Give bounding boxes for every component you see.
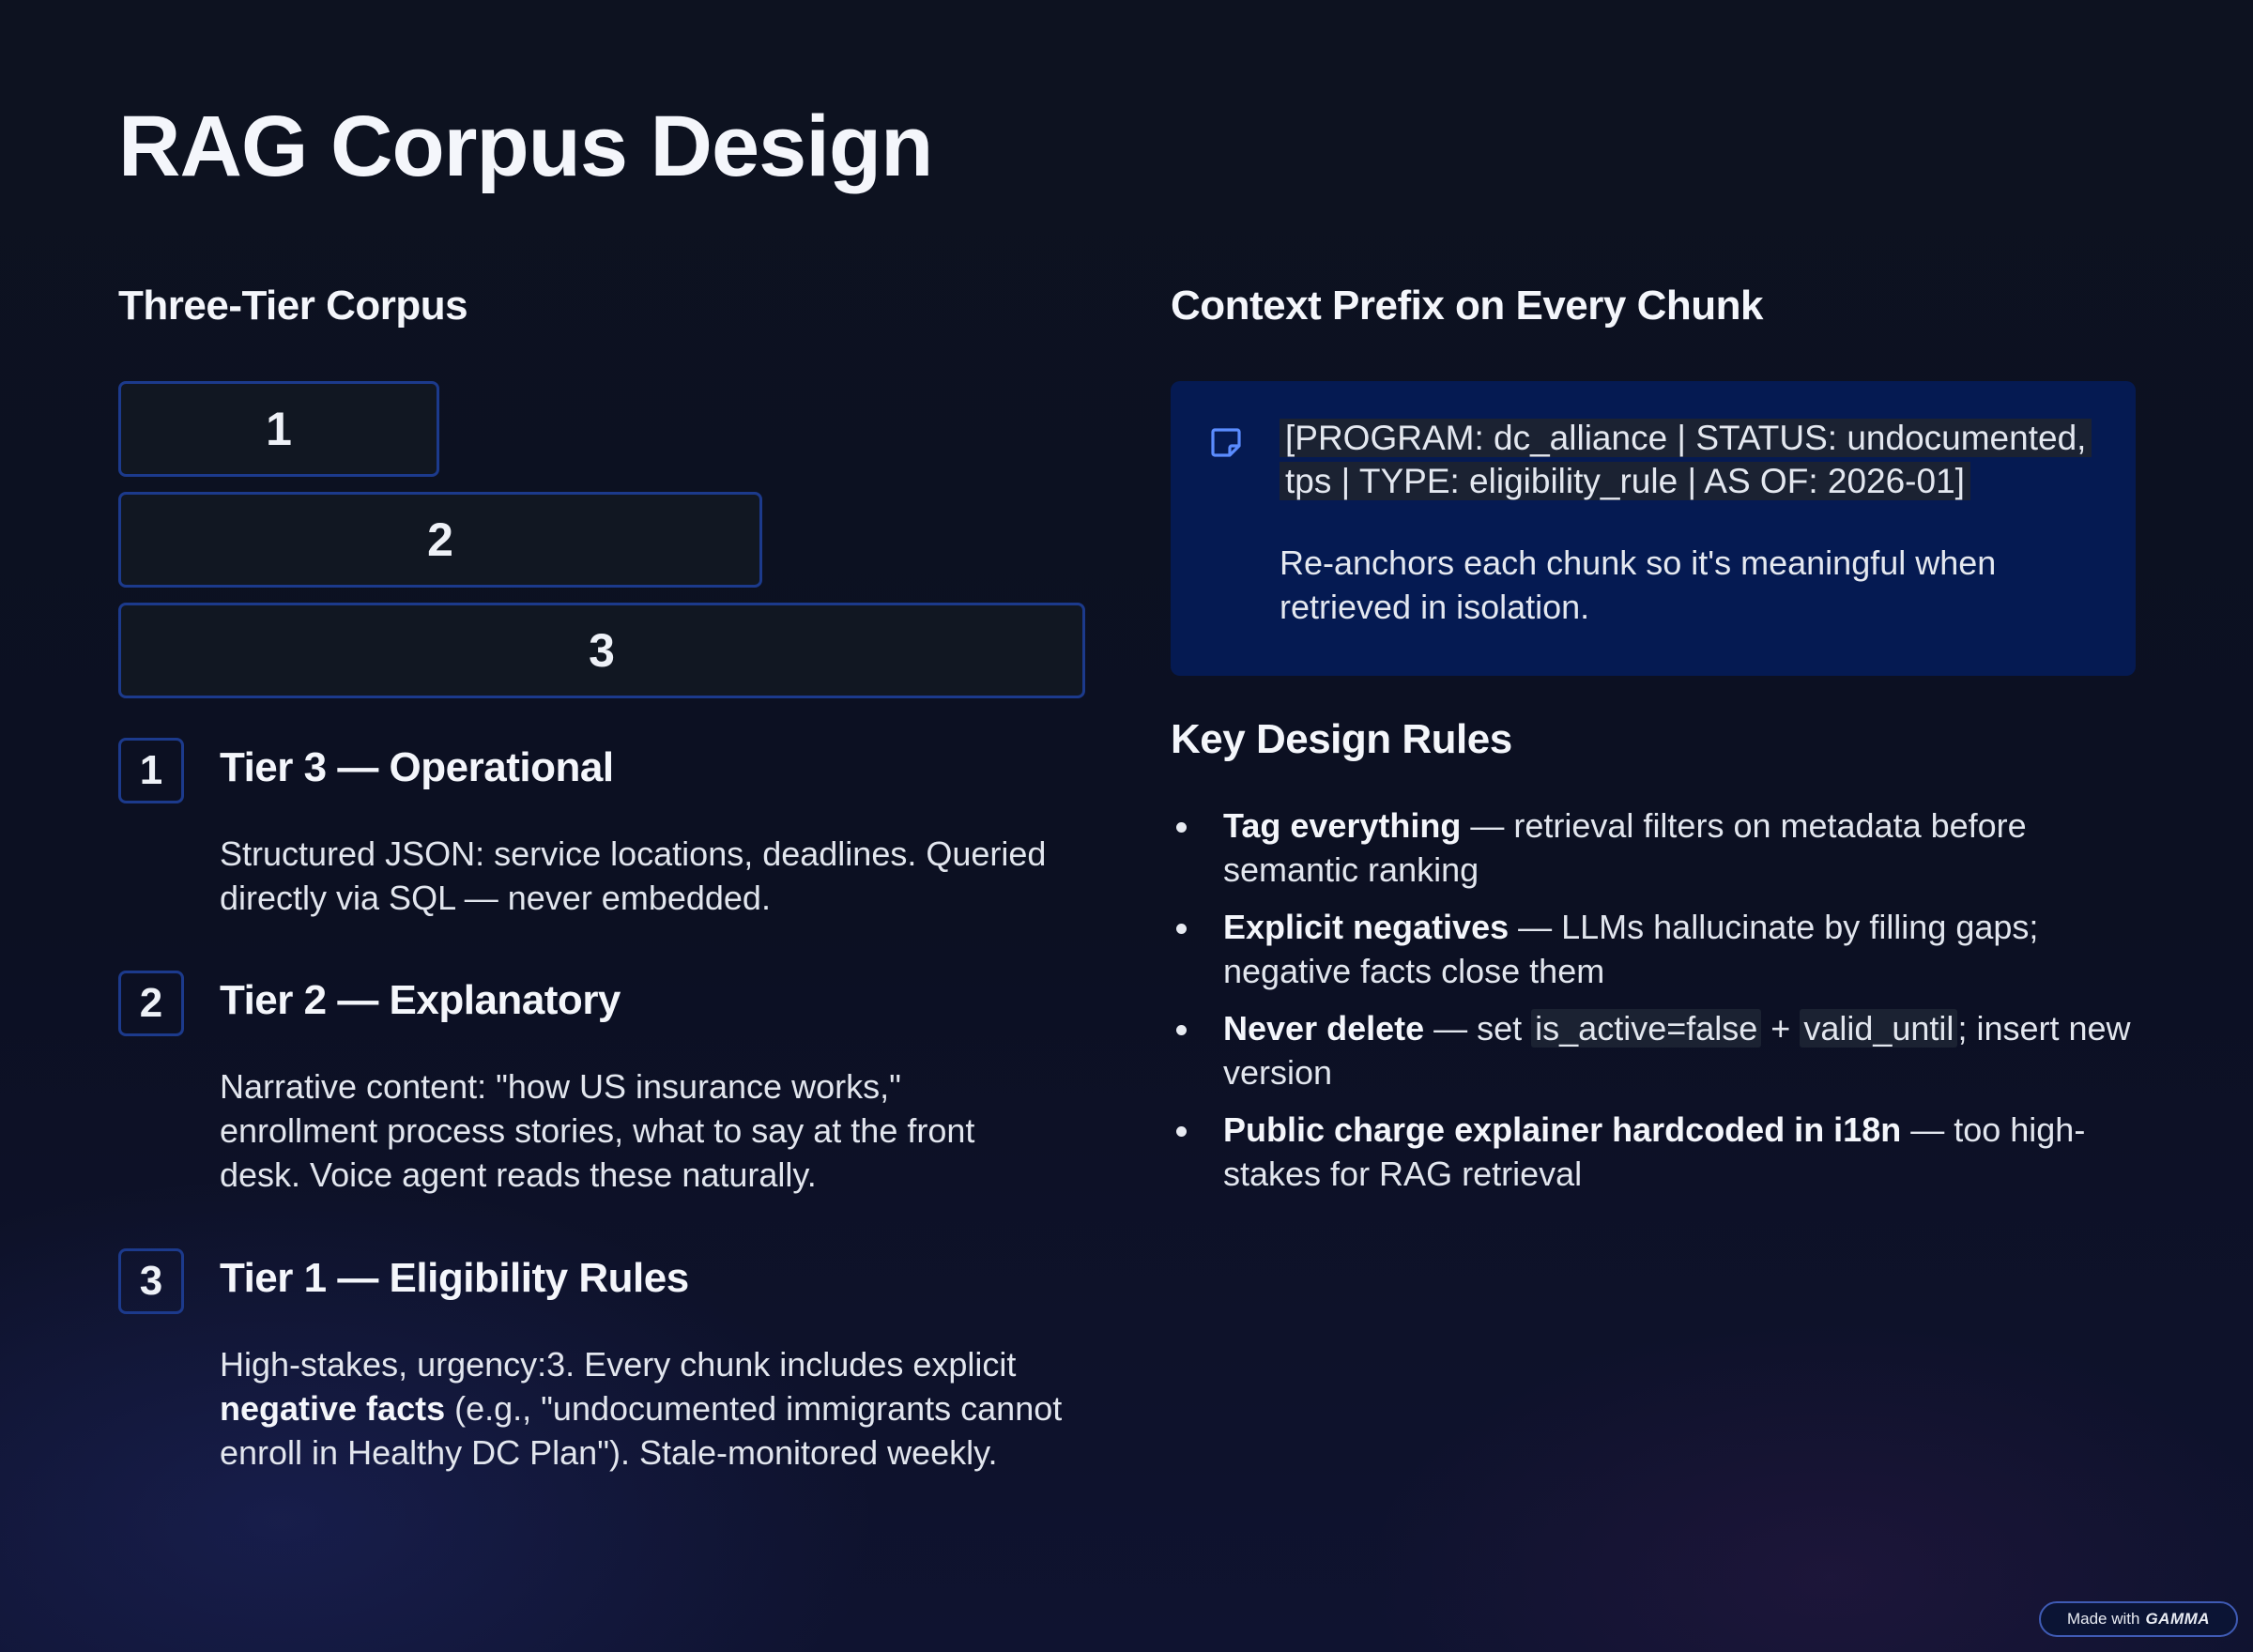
made-with-gamma-badge[interactable]: [2039, 1601, 2238, 1637]
rule-title: Explicit negatives: [1223, 908, 1510, 946]
tier-title: Tier 1 — Eligibility Rules: [220, 1255, 689, 1301]
list-item: [1171, 803, 2136, 892]
rule-text: — LLMs hallucinate by filling gaps; negative facts close them: [1223, 908, 2039, 990]
rule-text: — too high-stakes for RAG retrieval: [1223, 1110, 2086, 1193]
badge-prefix: Made with: [2066, 1610, 2140, 1628]
rule-title: Tag everything: [1223, 806, 1462, 845]
pyramid-level-1: 1: [118, 381, 439, 477]
rule-title: Never delete: [1223, 1009, 1425, 1048]
rule-title: Public charge explainer hardcoded in i18n: [1223, 1110, 1902, 1149]
context-prefix-code: [1280, 417, 2106, 503]
tier-description: Narrative content: "how US insurance works," enrollment process stories, what to say at the front desk. Voice agent reads these naturally.: [220, 1067, 975, 1194]
rule-text: ; insert new version: [1223, 1009, 2131, 1092]
tier-description: Structured JSON: service locations, deadlines. Queried directly via SQL — never embedded.: [220, 834, 1047, 917]
context-prefix-callout: [1171, 381, 2136, 676]
gamma-logo: GAMMA: [2145, 1610, 2211, 1628]
page-title: RAG Corpus Design: [118, 99, 933, 194]
inline-code: valid_until: [1800, 1009, 1957, 1048]
section-heading-context-prefix: Context Prefix on Every Chunk: [1171, 283, 1763, 329]
right-column: [1171, 282, 2136, 1193]
rule-text: — set: [1424, 1009, 1532, 1048]
list-item: [1171, 1108, 2136, 1196]
tier-desc-text: High-stakes, urgency:3. Every chunk includes explicit: [220, 1345, 1017, 1384]
tier-number-badge: 1: [118, 738, 184, 803]
design-rules-list: [1171, 803, 2136, 1209]
pyramid-level-2: 2: [118, 492, 762, 588]
tier-description: [220, 1342, 1065, 1475]
section-heading-three-tier: Three-Tier Corpus: [118, 283, 468, 329]
section-heading-design-rules: Key Design Rules: [1171, 716, 1512, 762]
callout-description: Re-anchors each chunk so it's meaningful when retrieved in isolation.: [1280, 543, 1997, 626]
list-item: [1171, 1006, 2136, 1094]
left-column: [118, 282, 1085, 1472]
tier-title: Tier 3 — Operational: [220, 744, 614, 790]
pyramid-level-3: 3: [118, 603, 1085, 698]
tier-number-badge: 3: [118, 1248, 184, 1314]
tier-title: Tier 2 — Explanatory: [220, 977, 621, 1023]
tier-number-badge: 2: [118, 971, 184, 1036]
tier-desc-bold: negative facts: [220, 1389, 446, 1428]
tier-desc-text: (e.g., "undocumented immigrants cannot enroll in Healthy DC Plan"). Stale-monitored weekly.: [220, 1389, 1063, 1472]
rule-text: — retrieval filters on metadata before semantic ranking: [1223, 806, 2027, 889]
sticky-note-icon: [1210, 426, 1242, 458]
code-text: [PROGRAM: dc_alliance | STATUS: undocumented, tps | TYPE: eligibility_rule | AS OF: 2026-01]: [1280, 419, 2092, 500]
inline-code: is_active=false: [1531, 1009, 1761, 1048]
list-item: [1171, 905, 2136, 993]
rule-text: +: [1761, 1009, 1801, 1048]
